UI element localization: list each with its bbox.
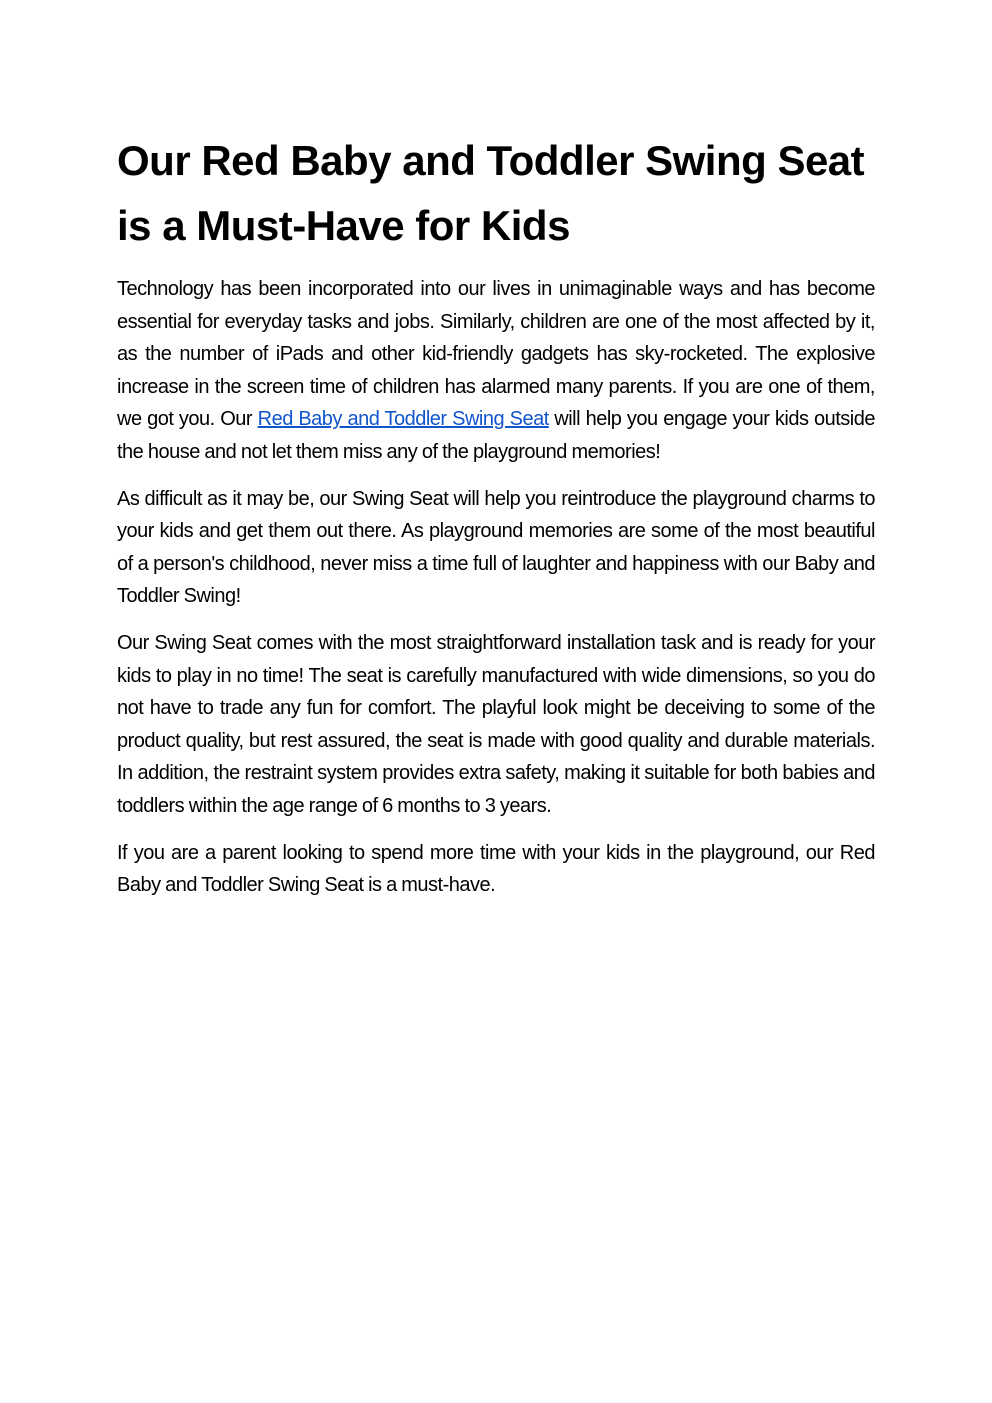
- paragraph-intro-text-before-link: Technology has been incorporated into our lives in unimaginable ways and has become essential for everyday tasks and jobs. Similarly, children are one of the most affected by it, as the number of iPads and other kid-friendly gadgets has sky-rocketed. The explosive increase in the screen time of children has alarmed many parents. If you are one of them, we got you. Our: [117, 278, 875, 431]
- product-link[interactable]: Red Baby and Toddler Swing Seat: [257, 408, 549, 431]
- article-body: [117, 128, 875, 916]
- article-title: Our Red Baby and Toddler Swing Seat is a Must-Have for Kids: [117, 137, 865, 249]
- paragraph-features: Our Swing Seat comes with the most straightforward installation task and is ready for your kids to play in no time! The seat is carefully manufactured with wide dimensions, so you do not have to trade any fun for comfort. The playful look might be deceiving to some of the product quality, but rest assured, the seat is made with good quality and durable materials. In addition, the restraint system provides extra safety, making it suitable for both babies and toddlers within the age range of 6 months to 3 years.: [117, 631, 875, 817]
- paragraph-conclusion: If you are a parent looking to spend more time with your kids in the playground, our Red Baby and Toddler Swing Seat is a must-have.: [117, 841, 875, 897]
- paragraph-intro: [117, 273, 875, 469]
- paragraph-intro-text-after-link: will help you engage your kids outside the house and not let them miss any of the playground memories!: [117, 408, 875, 463]
- paragraph-playground: As difficult as it may be, our Swing Seat will help you reintroduce the playground charms to your kids and get them out there. As playground memories are some of the most beautiful of a person's childhood, never miss a time full of laughter and happiness with our Baby and Toddler Swing!: [117, 487, 875, 608]
